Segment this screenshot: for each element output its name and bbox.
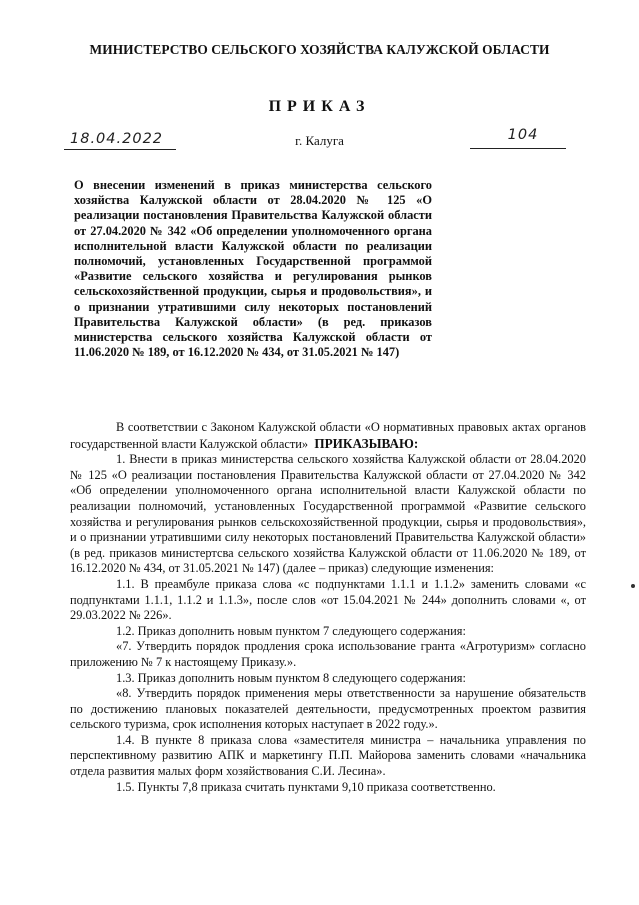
city: г. Калуга <box>295 133 344 148</box>
margin-mark <box>631 584 635 588</box>
date-underline <box>64 149 176 150</box>
paragraph-1: 1. Внести в приказ министерства сельского хозяйства Калужской области от 28.04.2020 № 125 «О реализации постановления Правительства Калужской области от 27.04.2020 № 342 «Об определении уполномоченного органа исполнительной власти Калужской области по реализации полномочий, установленных Государственной программой «Развитие сельского хозяйства и регулирования рынков сельскохозяйственной продукции, сырья и продовольствия», и о признании утратившими силу некоторых постановлений Правительства Калужской области» (в ред. приказов министертсва сельского хозяйства Калужской области от 11.06.2020 № 189, от 16.12.2020 № 434, от 31.05.2021 № 147) (далее – приказ) следующие изменения: <box>70 452 586 576</box>
order-title: О внесении изменений в приказ министерства сельского хозяйства Калужской области от 28.04.2020 № 125 «О реализации постановления Правительства Калужской области от 27.04.2020 № 342 «Об определении уполномоченного органа исполнительной власти Калужской области по реализации полномочий, установленных Государственной программой «Развитие сельского хозяйства и регулирования рынков сельскохозяйственной продукции, сырья и продовольствия», и о признании утратившими силу некоторых постановлений Правительства Калужской области» (в ред. приказов министерства сельского хозяйства Калужской области от 11.06.2020 № 189, от 16.12.2020 № 434, от 31.05.2021 № 147) <box>74 178 432 360</box>
paragraph-1-1: 1.1. В преамбуле приказа слова «с подпунктами 1.1.1 и 1.1.2» заменить словами «с подпунктами 1.1.1, 1.1.2 и 1.1.3», после слов «от 15.04.2021 № 244» дополнить словами «, от 29.03.2022 № 226». <box>70 576 586 623</box>
paragraph-1-2-quote: «7. Утвердить порядок продления срока использование гранта «Агротуризм» согласно приложению № 7 к настоящему Приказу.». <box>70 639 586 669</box>
paragraph-1-5: 1.5. Пункты 7,8 приказа считать пунктами 9,10 приказа соответственно. <box>116 779 496 794</box>
document-type: ПРИКАЗ <box>268 98 371 115</box>
order-body <box>70 420 586 795</box>
ministry-name: МИНИСТЕРСТВО СЕЛЬСКОГО ХОЗЯЙСТВА КАЛУЖСКОЙ ОБЛАСТИ <box>89 42 550 57</box>
preamble-text: В соответствии с Законом Калужской области «О нормативных правовых актах органов государственной власти Калужской области» <box>70 420 586 451</box>
paragraph-1-3-quote: «8. Утвердить порядок применения меры ответственности за нарушение обязательств по достижению плановых показателей деятельности, предусмотренных проектом развития сельского туризма, срок исполнения которых наступает в 2022 году.». <box>70 686 586 732</box>
paragraph-1-4: 1.4. В пункте 8 приказа слова «заместителя министра – начальника управления по перспективному развитию АПК и маркетингу П.П. Майорова заменить словами «начальника отдела развития малых форм хозяйствования С.И. Лесина». <box>70 732 586 779</box>
order-verb: ПРИКАЗЫВАЮ: <box>314 435 419 451</box>
order-number: 104 <box>507 127 539 143</box>
preamble-paragraph <box>70 420 586 452</box>
paragraph-1-2: 1.2. Приказ дополнить новым пунктом 7 следующего содержания: <box>116 623 466 638</box>
order-date: 18.04.2022 <box>70 131 164 147</box>
paragraph-1-3: 1.3. Приказ дополнить новым пунктом 8 следующего содержания: <box>116 670 466 685</box>
number-underline <box>470 148 566 149</box>
